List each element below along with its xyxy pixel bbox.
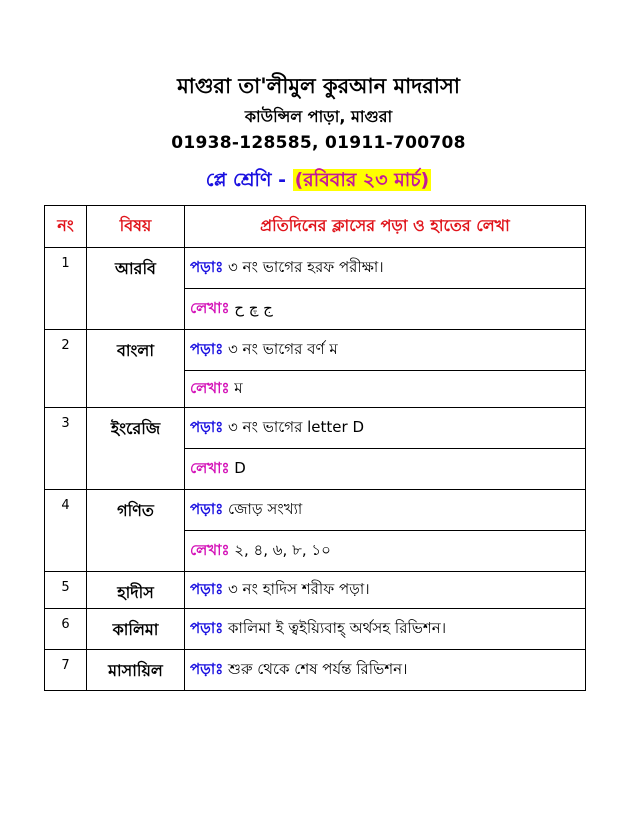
read-cell	[185, 650, 586, 691]
subject-name: মাসায়িল	[87, 650, 185, 691]
write-label: লেখাঃ	[190, 298, 230, 317]
read-label: পড়াঃ	[190, 499, 224, 518]
read-label: পড়াঃ	[190, 257, 224, 276]
table-row	[45, 248, 586, 289]
write-label: লেখাঃ	[190, 540, 230, 559]
school-address: কাউন্সিল পাড়া, মাগুরা	[244, 107, 393, 126]
lesson-table	[44, 205, 586, 691]
write-cell	[185, 371, 586, 408]
subject-name: আরবি	[87, 248, 185, 330]
subject-name: গণিত	[87, 490, 185, 572]
write-text: ম	[234, 378, 243, 397]
header-subject: বিষয়	[87, 206, 185, 248]
row-number: 6	[45, 609, 87, 650]
subject-name: কালিমা	[87, 609, 185, 650]
row-number: 1	[45, 248, 87, 330]
read-cell	[185, 609, 586, 650]
subject-name: হাদীস	[87, 572, 185, 609]
read-text: ৩ নং হাদিস শরীফ পড়া।	[228, 579, 370, 598]
header-no: নং	[45, 206, 87, 248]
read-label: পড়াঃ	[190, 579, 224, 598]
read-cell	[185, 572, 586, 609]
subject-name: ইংরেজি	[87, 408, 185, 490]
read-text: শুরু থেকে শেষ পর্যন্ত রিভিশন।	[228, 659, 408, 678]
class-heading	[0, 166, 637, 198]
read-cell	[185, 330, 586, 371]
table-row	[45, 609, 586, 650]
read-label: পড়াঃ	[190, 659, 224, 678]
read-label: পড়াঃ	[190, 339, 224, 358]
row-number: 2	[45, 330, 87, 408]
read-cell	[185, 248, 586, 289]
read-label: পড়াঃ	[190, 618, 224, 637]
row-number: 5	[45, 572, 87, 609]
read-text: ৩ নং ভাগের হরফ পরীক্ষা।	[228, 257, 384, 276]
class-date: (রবিবার ২৩ মার্চ)	[294, 169, 430, 191]
row-number: 3	[45, 408, 87, 490]
school-title: মাগুরা তা'লীমুল কুরআন মাদরাসা	[177, 74, 460, 98]
write-cell	[185, 449, 586, 490]
write-cell	[185, 531, 586, 572]
write-label: লেখাঃ	[190, 458, 230, 477]
read-label: পড়াঃ	[190, 417, 224, 436]
write-text: D	[234, 458, 246, 477]
read-text: ৩ নং ভাগের বর্ণ ম	[228, 339, 338, 358]
separator: -	[278, 169, 286, 191]
read-cell	[185, 408, 586, 449]
read-cell	[185, 490, 586, 531]
write-cell	[185, 289, 586, 330]
header-content: প্রতিদিনের ক্লাসের পড়া ও হাতের লেখা	[185, 206, 586, 248]
write-text: ২, ৪, ৬, ৮, ১০	[234, 540, 331, 559]
table-row	[45, 408, 586, 449]
class-name: প্লে শ্রেণি	[205, 169, 272, 191]
table-row	[45, 330, 586, 371]
read-text: জোড় সংখ্যা	[228, 499, 303, 518]
row-number: 7	[45, 650, 87, 691]
subject-name: বাংলা	[87, 330, 185, 408]
row-number: 4	[45, 490, 87, 572]
table-header-row	[45, 206, 586, 248]
table-row	[45, 490, 586, 531]
phone-numbers: 01938-128585, 01911-700708	[171, 133, 466, 153]
table-row	[45, 572, 586, 609]
write-label: লেখাঃ	[190, 378, 230, 397]
write-text: ج چ ح	[234, 298, 273, 317]
read-text: ৩ নং ভাগের letter D	[228, 417, 365, 436]
table-row	[45, 650, 586, 691]
read-text: কালিমা ই ত্বইয়্যিবাহ্ অর্থসহ রিভিশন।	[228, 618, 447, 637]
